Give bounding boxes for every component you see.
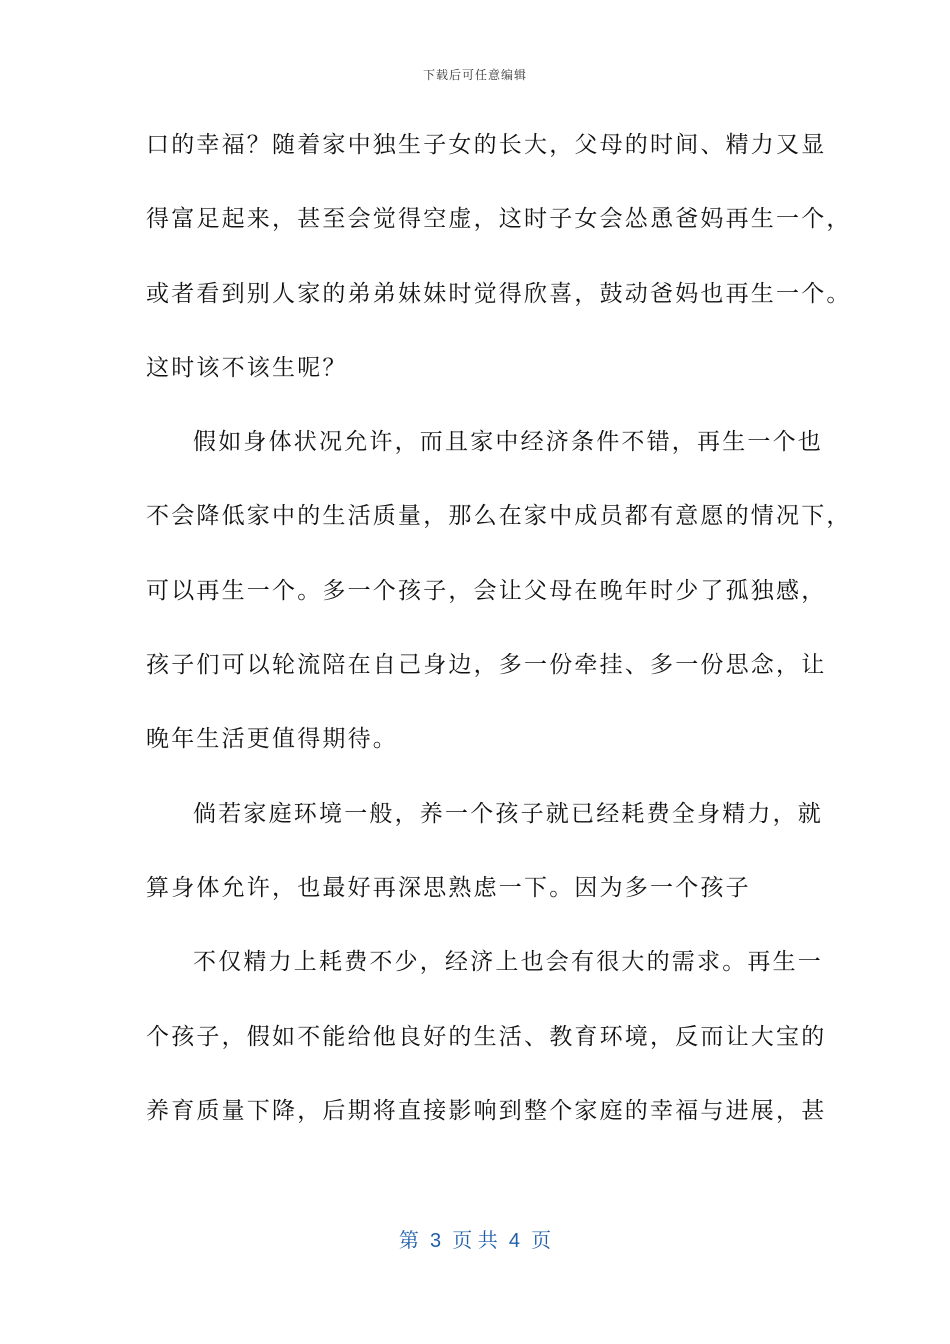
text-line: 这时该不该生呢？	[146, 354, 348, 381]
text-line: 晚年生活更值得期待。	[146, 726, 398, 753]
page-header-note: 下载后可任意编辑	[422, 68, 527, 82]
text-line: 口的幸福？随着家中独生子女的长大，父母的时间、精力又显	[146, 132, 827, 158]
text-line: 倘若家庭环境一般，养一个孩子就已经耗费全身精力，就	[193, 800, 823, 827]
text-line: 养育质量下降，后期将直接影响到整个家庭的幸福与进展，甚	[146, 1097, 827, 1124]
page-number-footer: 第 3 页 共 4 页	[398, 1230, 552, 1252]
text-line: 个孩子，假如不能给他良好的生活、教育环境，反而让大宝的	[146, 1023, 827, 1050]
text-line: 不仅精力上耗费不少，经济上也会有很大的需求。再生一	[193, 949, 823, 976]
text-line: 可以再生一个。多一个孩子，会让父母在晚年时少了孤独感，	[146, 577, 827, 604]
text-line: 或者看到别人家的弟弟妹妹时觉得欣喜，鼓动爸妈也再生一个。	[146, 280, 852, 307]
text-line: 假如身体状况允许，而且家中经济条件不错，再生一个也	[193, 429, 823, 456]
text-line: 不会降低家中的生活质量，那么在家中成员都有意愿的情况下，	[146, 503, 852, 530]
document-body	[146, 120, 852, 1160]
text-line: 得富足起来，甚至会觉得空虚，这时子女会怂恿爸妈再生一个，	[146, 206, 852, 233]
text-line: 算身体允许，也最好再深思熟虑一下。因为多一个孩子	[146, 874, 751, 901]
text-line: 孩子们可以轮流陪在自己身边，多一份牵挂、多一份思念，让	[146, 652, 827, 679]
